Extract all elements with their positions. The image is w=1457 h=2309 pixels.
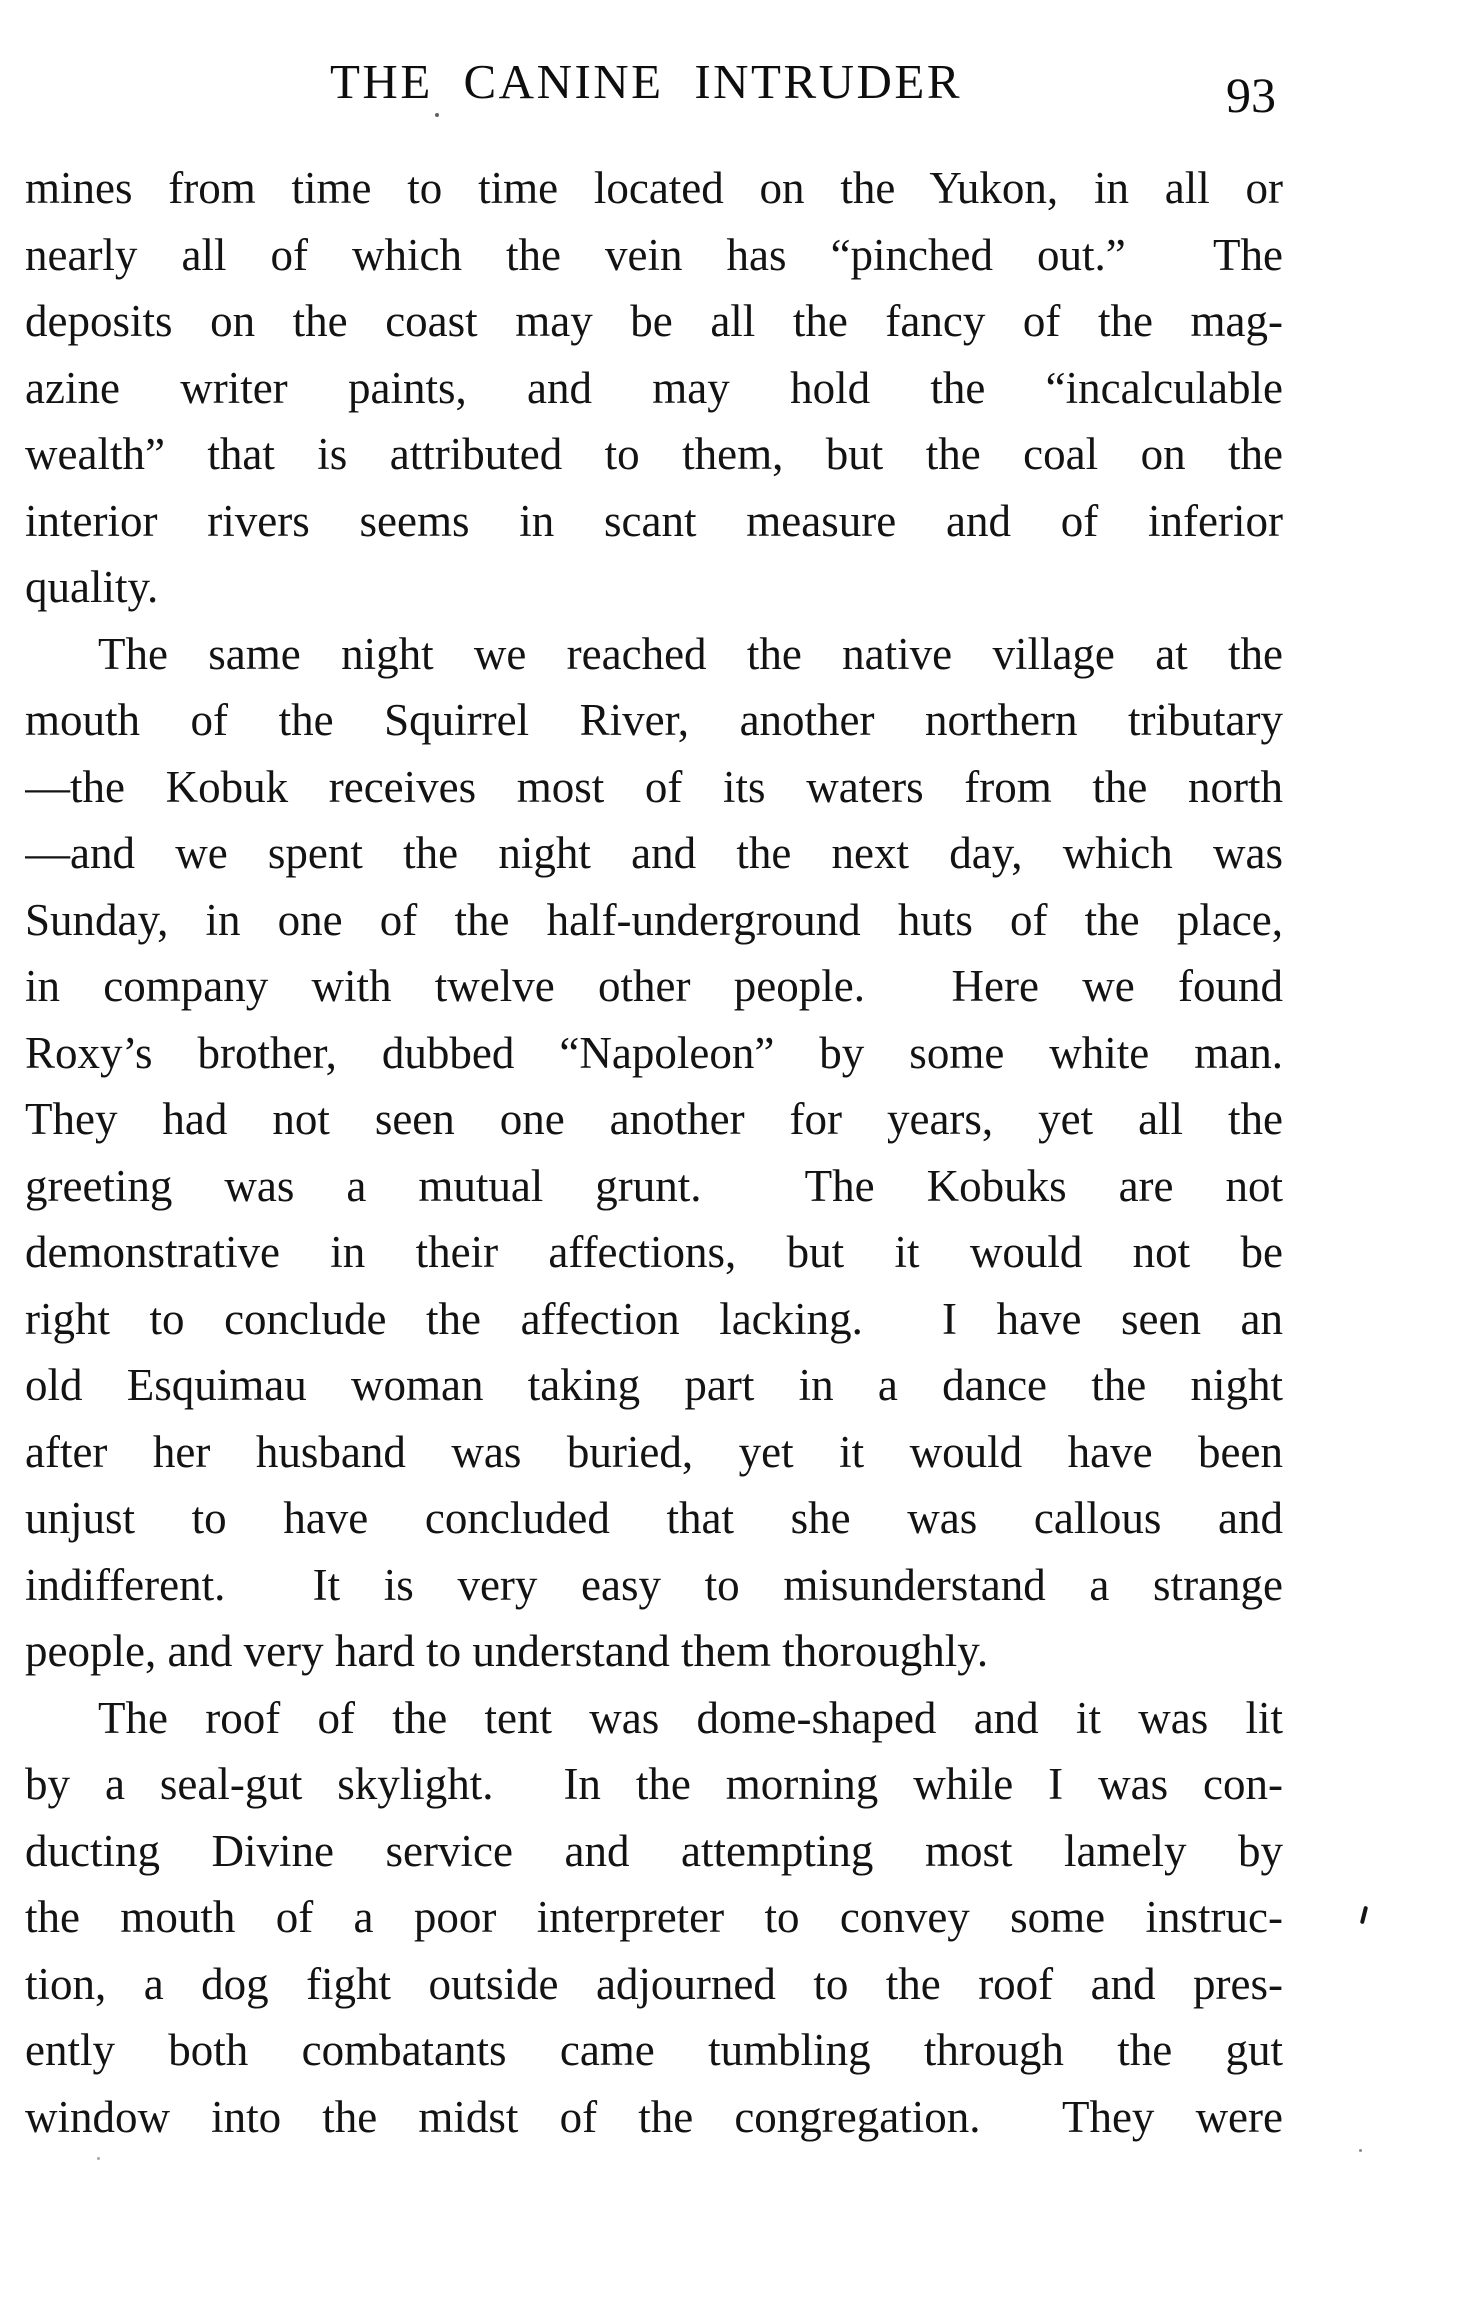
text-line: ducting Divine service and attempting most lamely by bbox=[25, 1825, 1283, 1876]
paragraph bbox=[25, 621, 1283, 1685]
scan-artifact-speck bbox=[1359, 2149, 1362, 2152]
text-line: tion, a dog fight outside adjourned to the roof and pres- bbox=[25, 1958, 1283, 2009]
text-line: old Esquimau woman taking part in a dance the night bbox=[25, 1360, 1283, 1410]
text-line: in company with twelve other people. Here we found bbox=[25, 961, 1283, 1011]
body-text bbox=[25, 155, 1283, 2150]
paragraph bbox=[25, 1685, 1283, 2151]
text-line: window into the midst of the congregation. They were bbox=[25, 2091, 1283, 2142]
text-line: They had not seen one another for years, yet all the bbox=[25, 1094, 1283, 1144]
text-line: —the Kobuk receives most of its waters from the north bbox=[25, 761, 1283, 812]
text-line: unjust to have concluded that she was callous and bbox=[25, 1493, 1283, 1543]
text-line: after her husband was buried, yet it would have been bbox=[25, 1426, 1283, 1477]
scan-artifact-speck bbox=[97, 2157, 100, 2160]
text-line: The same night we reached the native village at the bbox=[98, 628, 1283, 679]
text-line: mines from time to time located on the Yukon, in all or bbox=[25, 163, 1283, 213]
text-line: —and we spent the night and the next day, which was bbox=[25, 828, 1283, 878]
text-line: the mouth of a poor interpreter to convey some instruc- bbox=[25, 1892, 1283, 1942]
text-line: The roof of the tent was dome-shaped and it was lit bbox=[98, 1692, 1283, 1743]
text-line: interior rivers seems in scant measure and of inferior bbox=[25, 495, 1283, 546]
text-line: greeting was a mutual grunt. The Kobuks are not bbox=[25, 1160, 1283, 1211]
paragraph bbox=[25, 155, 1283, 621]
text-line: Sunday, in one of the half-underground huts of the place, bbox=[25, 894, 1283, 945]
text-line: Roxy’s brother, dubbed “Napoleon” by some white man. bbox=[25, 1027, 1283, 1078]
text-line: deposits on the coast may be all the fancy of the mag- bbox=[25, 296, 1283, 346]
text-line: nearly all of which the vein has “pinched out.” The bbox=[25, 229, 1283, 280]
page-number: 93 bbox=[1226, 67, 1276, 123]
text-line: indifferent. It is very easy to misunderstand a strange bbox=[25, 1559, 1283, 1610]
text-line: quality. bbox=[25, 562, 159, 612]
text-line: ently both combatants came tumbling through the gut bbox=[25, 2025, 1283, 2075]
text-line: right to conclude the affection lacking. I have seen an bbox=[25, 1293, 1283, 1344]
text-line: mouth of the Squirrel River, another northern tributary bbox=[25, 695, 1283, 745]
scan-artifact-tick bbox=[1360, 1906, 1368, 1924]
text-line: azine writer paints, and may hold the “incalculable bbox=[25, 362, 1283, 413]
text-line: wealth” that is attributed to them, but the coal on the bbox=[25, 429, 1283, 479]
text-line: by a seal-gut skylight. In the morning while I was con- bbox=[25, 1759, 1283, 1809]
text-line: people, and very hard to understand them thoroughly. bbox=[25, 1626, 989, 1676]
running-title: THE CANINE INTRUDER bbox=[330, 54, 963, 109]
scan-artifact-speck bbox=[435, 113, 439, 117]
text-line: demonstrative in their affections, but it would not be bbox=[25, 1227, 1283, 1277]
